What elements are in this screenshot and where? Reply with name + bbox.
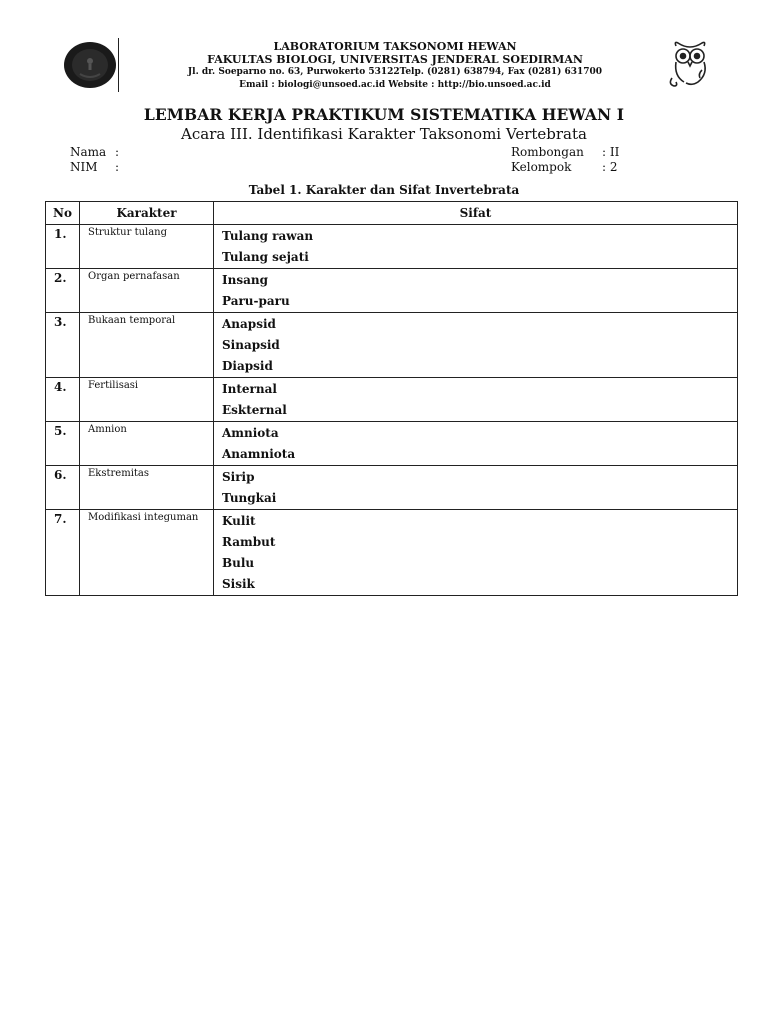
table-header-row (46, 202, 738, 225)
row-karakter: Modifikasi integuman (80, 510, 214, 596)
row-karakter: Bukaan temporal (80, 313, 214, 378)
sifat-item: Sisik (222, 577, 255, 591)
row-number: 5. (46, 422, 80, 466)
table-row (46, 466, 738, 510)
sifat-item: Amniota (222, 426, 279, 440)
table-row (46, 378, 738, 422)
sifat-item: Tulang sejati (222, 250, 309, 264)
address: Jl. dr. Soeparno no. 63, Purwokerto 53122Telp. (0281) 638794, Fax (0281) 631700 (187, 67, 603, 77)
nama-label: Nama (70, 145, 107, 159)
row-sifat (214, 466, 738, 510)
nim-value: : (115, 160, 120, 174)
row-karakter: Amnion (80, 422, 214, 466)
sifat-item: Diapsid (222, 359, 273, 373)
row-karakter: Organ pernafasan (80, 269, 214, 313)
kelompok-label: Kelompok (511, 160, 572, 174)
sifat-item: Paru-paru (222, 294, 290, 308)
sifat-item: Internal (222, 382, 277, 396)
kelompok-value: : 2 (602, 160, 618, 174)
row-number: 6. (46, 466, 80, 510)
faculty-name: FAKULTAS BIOLOGI, UNIVERSITAS JENDERAL SOEDIRMAN (207, 53, 583, 66)
university-seal-icon (62, 40, 118, 90)
header-sifat: Sifat (214, 202, 738, 225)
table-row (46, 510, 738, 596)
row-number: 2. (46, 269, 80, 313)
group-info (511, 145, 619, 175)
row-sifat (214, 378, 738, 422)
rombongan-value: : II (602, 145, 620, 159)
letterhead (150, 40, 640, 92)
sifat-item: Tungkai (222, 491, 277, 505)
table-row (46, 422, 738, 466)
row-sifat (214, 422, 738, 466)
contact: Email : biologi@unsoed.ac.id Website : http://bio.unsoed.ac.id (239, 80, 551, 90)
row-sifat (214, 269, 738, 313)
table-row (46, 313, 738, 378)
student-info (70, 145, 119, 175)
sifat-item: Tulang rawan (222, 229, 314, 243)
lab-name: LABORATORIUM TAKSONOMI HEWAN (273, 40, 517, 53)
page-title: LEMBAR KERJA PRAKTIKUM SISTEMATIKA HEWAN I (143, 105, 625, 124)
sifat-item: Anapsid (222, 317, 276, 331)
sifat-item: Eskternal (222, 403, 287, 417)
row-sifat (214, 510, 738, 596)
page-subtitle: Acara III. Identifikasi Karakter Taksonomi Vertebrata (181, 125, 587, 143)
sifat-item: Rambut (222, 535, 276, 549)
table-caption: Tabel 1. Karakter dan Sifat Invertebrata (248, 183, 520, 197)
header-no: No (46, 202, 80, 225)
row-number: 1. (46, 225, 80, 269)
row-number: 4. (46, 378, 80, 422)
sifat-item: Kulit (222, 514, 256, 528)
sifat-item: Sirip (222, 470, 255, 484)
table-row (46, 225, 738, 269)
row-sifat (214, 313, 738, 378)
row-karakter: Ekstremitas (80, 466, 214, 510)
header-divider (118, 38, 119, 92)
sifat-item: Bulu (222, 556, 255, 570)
row-number: 3. (46, 313, 80, 378)
row-karakter: Struktur tulang (80, 225, 214, 269)
sifat-item: Anamniota (222, 447, 296, 461)
nim-label: NIM (70, 160, 98, 174)
sifat-item: Insang (222, 273, 268, 287)
nama-value: : (115, 145, 120, 159)
row-karakter: Fertilisasi (80, 378, 214, 422)
character-table (45, 201, 738, 596)
row-number: 7. (46, 510, 80, 596)
sifat-item: Sinapsid (222, 338, 280, 352)
row-sifat (214, 225, 738, 269)
table-row (46, 269, 738, 313)
owl-logo-icon (664, 38, 716, 90)
header-karakter: Karakter (80, 202, 214, 225)
rombongan-label: Rombongan (511, 145, 584, 159)
